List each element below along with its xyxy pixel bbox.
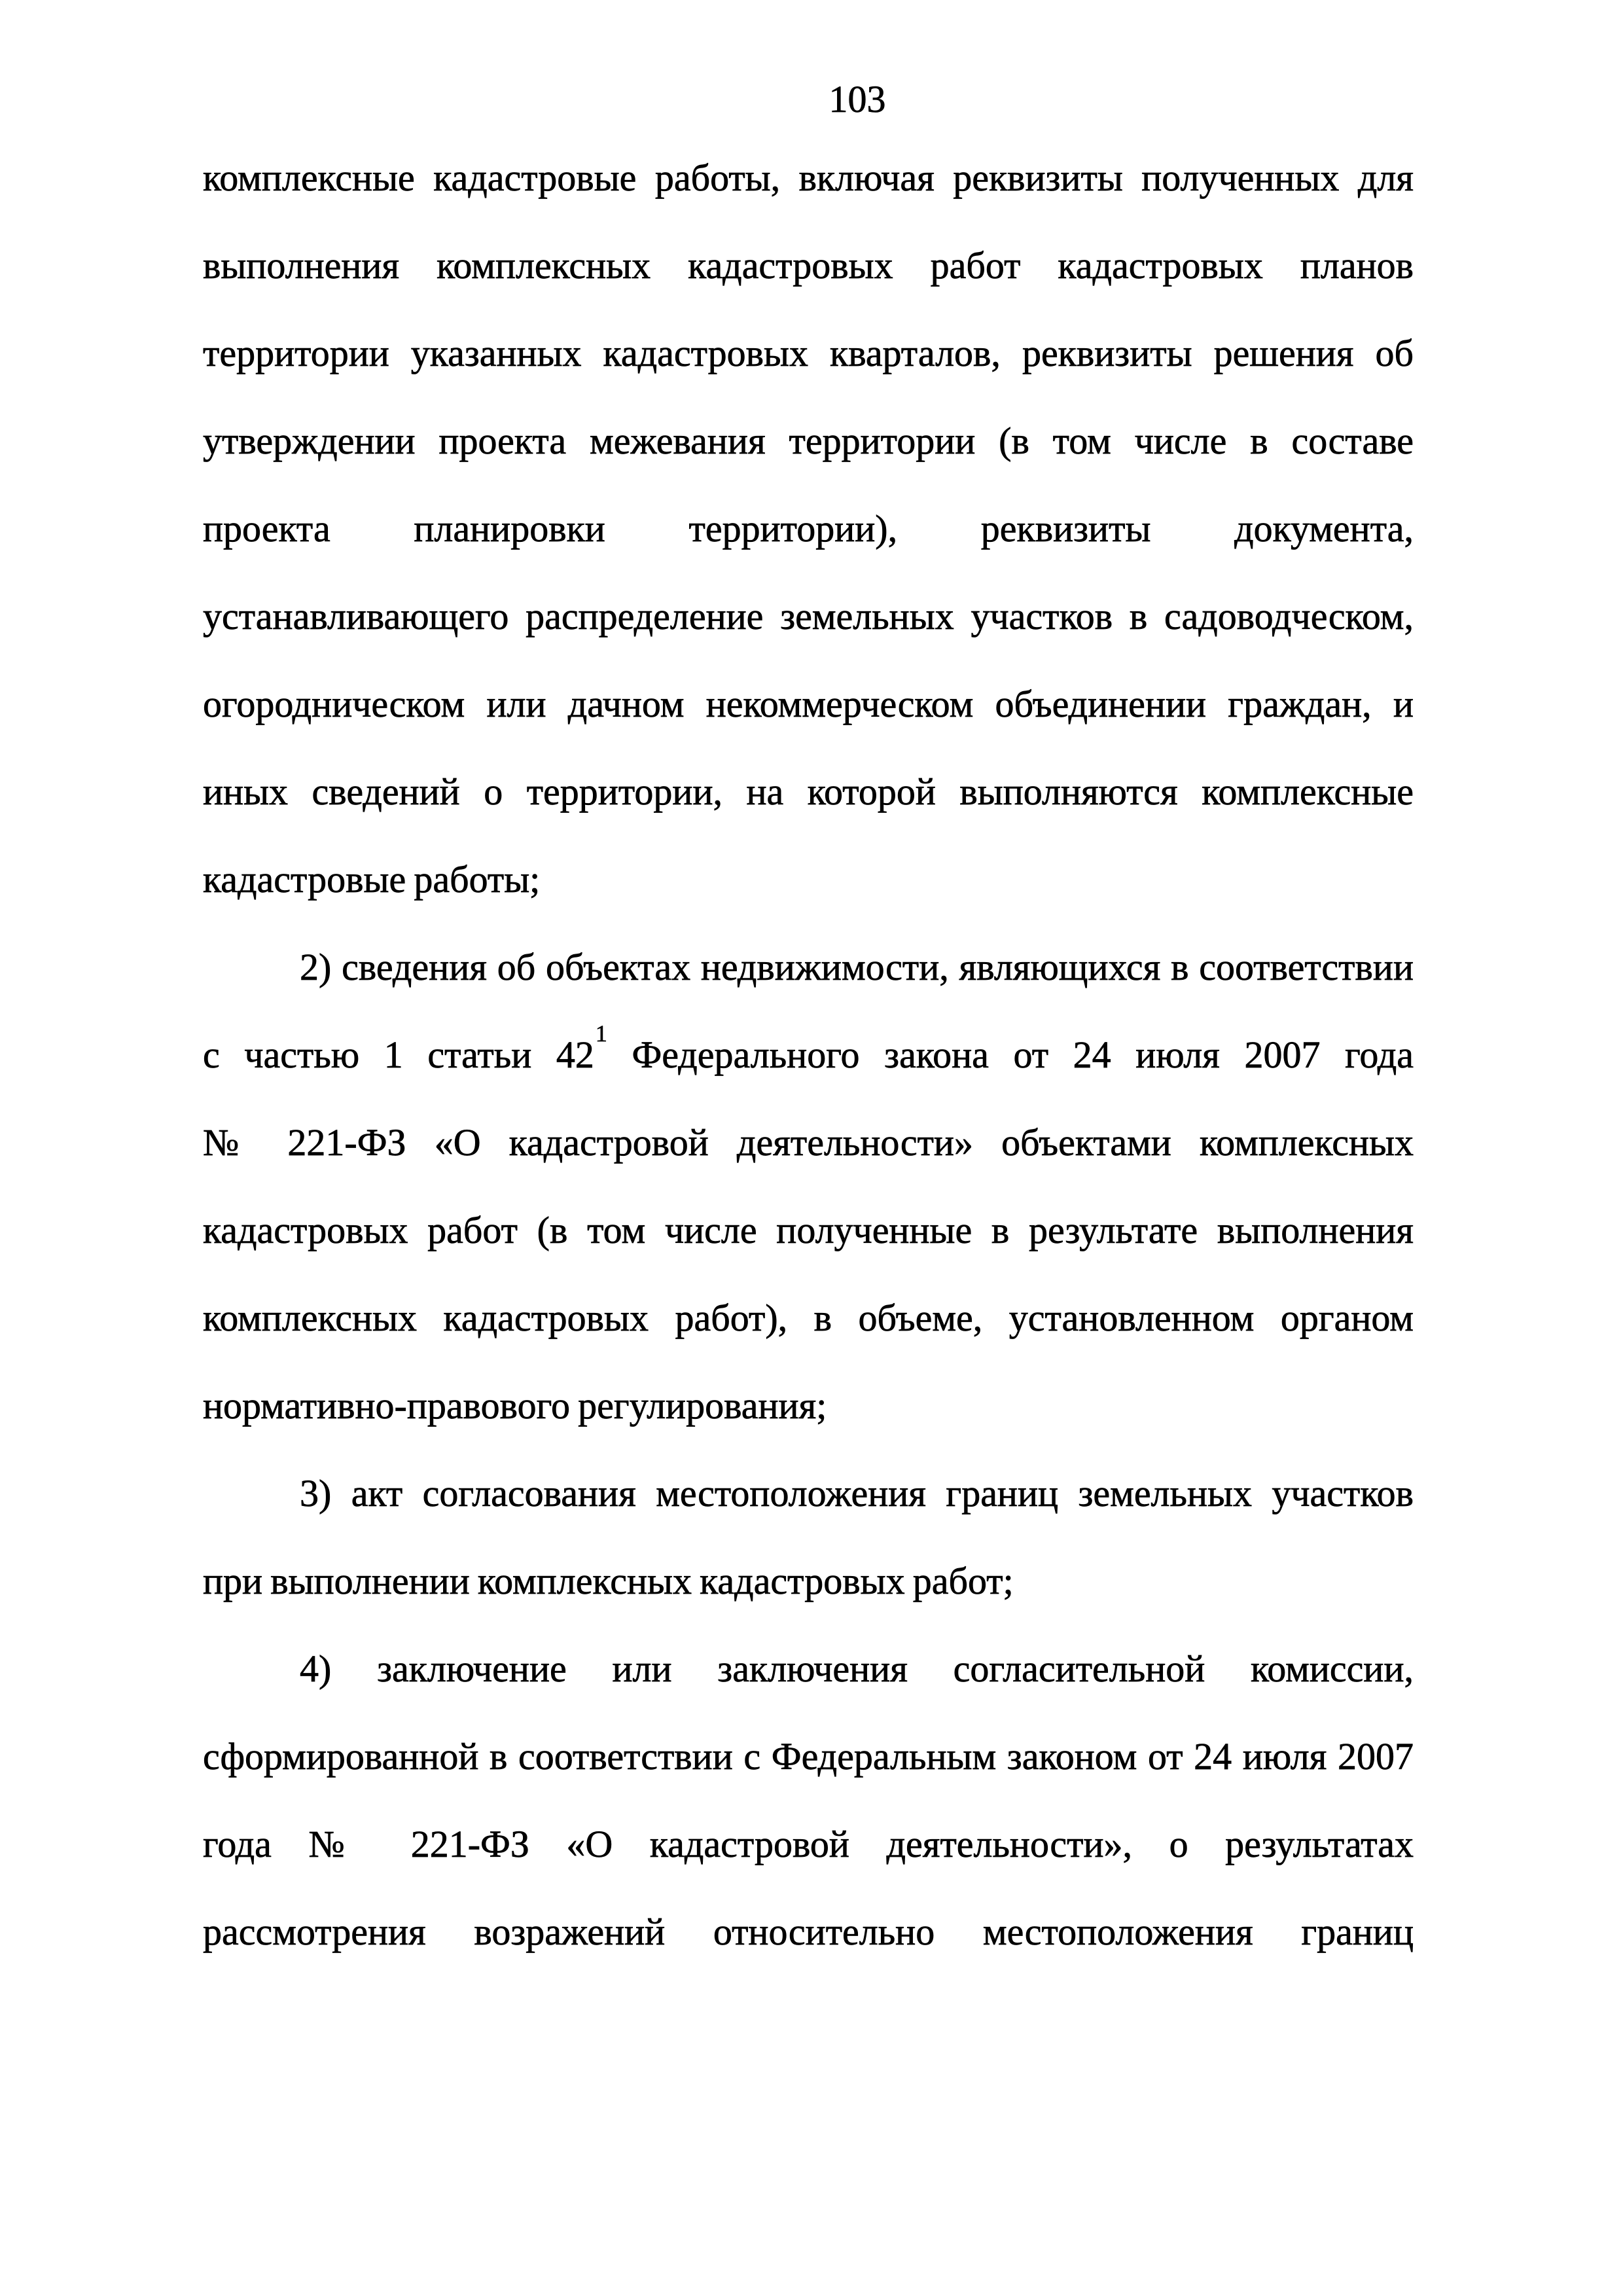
- paragraph-item-2: [203, 924, 1414, 1450]
- text-line: комплексных кадастровых работ), в объеме, установленном органом: [203, 1297, 1414, 1339]
- superscript-article-index: 1: [595, 1020, 607, 1047]
- text-line: иных сведений о территории, на которой выполняются комплексные: [203, 770, 1414, 813]
- text-line: выполнения комплексных кадастровых работ кадастровых планов: [203, 244, 1414, 287]
- text-line: территории указанных кадастровых кварталов, реквизиты решения об: [203, 332, 1414, 374]
- text-line: комплексные кадастровые работы, включая реквизиты полученных для: [203, 156, 1414, 199]
- page-number: 103: [829, 78, 886, 120]
- text-line: 4) заключение или заключения согласительной комиссии,: [300, 1647, 1414, 1690]
- text-line: огородническом или дачном некоммерческом объединении граждан, и: [203, 683, 1414, 725]
- text-line: проекта планировки территории), реквизиты документа,: [203, 507, 1414, 550]
- paragraph-item-3: [203, 1450, 1414, 1625]
- paragraph-item-4: [203, 1625, 1414, 1976]
- text-line: года № 221-ФЗ «О кадастровой деятельности», о результатах: [203, 1823, 1414, 1865]
- text-line: с частью 1 статьи $42^1$ Федерального закона от 24 июля 2007 года: [203, 1020, 1414, 1076]
- paragraph-continuation: [203, 134, 1414, 924]
- text-line: 2) сведения об объектах недвижимости, являющихся в соответствии: [300, 946, 1414, 988]
- text-line: при выполнении комплексных кадастровых работ;: [203, 1560, 1014, 1602]
- text-line: сформированной в соответствии с Федеральным законом от 24 июля 2007: [203, 1735, 1414, 1778]
- text-line: утверждении проекта межевания территории (в том числе в составе: [203, 420, 1414, 462]
- text-line: кадастровые работы;: [203, 858, 541, 901]
- document-body: [203, 134, 1414, 1976]
- text-line: кадастровых работ (в том числе полученные в результате выполнения: [203, 1209, 1414, 1251]
- text-line: 3) акт согласования местоположения границ земельных участков: [300, 1472, 1414, 1515]
- text-line: устанавливающего распределение земельных участков в садоводческом,: [203, 595, 1414, 637]
- text-line: № 221-ФЗ «О кадастровой деятельности» объектами комплексных: [203, 1121, 1414, 1164]
- text-line: нормативно-правового регулирования;: [203, 1384, 827, 1427]
- text-line: рассмотрения возражений относительно местоположения границ: [203, 1910, 1414, 1953]
